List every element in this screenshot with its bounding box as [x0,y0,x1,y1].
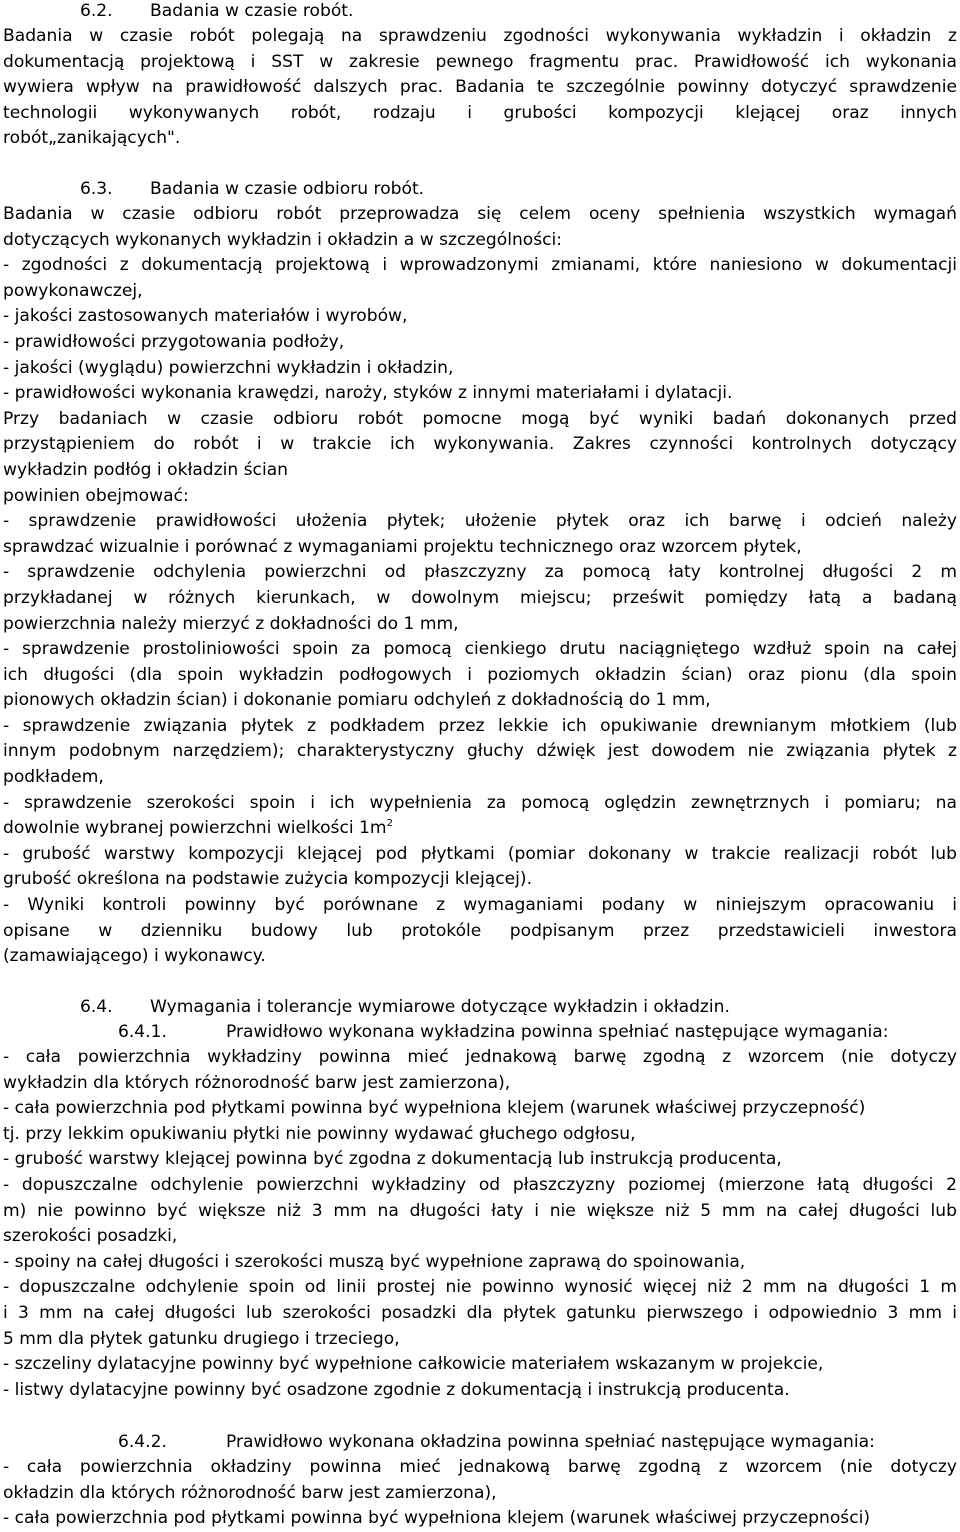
text-line: 5 mm dla płytek gatunku drugiego i trzeciego, [3,1328,400,1349]
text-line: m) nie powinno być większe niż 3 mm na długości łaty i nie większe niż 5 mm na całej długości lub [3,1200,957,1221]
superscript: 2 [386,818,393,830]
text-line: opisane w dzienniku budowy lub protokóle podpisanym przez przedstawicieli inwestora [3,920,957,941]
text-line: podkładem, [3,767,104,788]
text-line: wykładzin podłóg i okładzin ścian [3,459,289,480]
text-line: szerokości posadzki, [3,1226,178,1247]
text-line: dotyczących wykonanych wykładzin i okładzin a w szczególności: [3,229,563,250]
text-line: robót„zanikających". [3,128,181,149]
subsection-6-4-2-body [3,1455,957,1532]
text-line: - zgodności z dokumentacją projektową i wprowadzonymi zmianami, które naniesiono w dokumentacji [3,255,957,276]
section-number: 6.2. [80,1,113,21]
text-line: wywiera wpływ na prawidłowość dalszych prac. Badania te szczególnie powinny dotyczyć sprawdzenie [3,77,957,98]
subsection-title: Prawidłowo wykonana okładzina powinna spełniać następujące wymagania: [226,1432,875,1452]
section-title: Badania w czasie robót. [150,1,354,21]
text-line: dokumentacją projektową i SST w zakresie pewnego fragmentu prac. Prawidłowość ich wykonania [3,51,957,72]
text-line: - sprawdzenie prostoliniowości spoin za pomocą cienkiego drutu naciągniętego wzdłuż spoin na całej [3,639,957,660]
text-line: i 3 mm na całej długości lub szerokości posadzki dla płytek gatunku pierwszego i odpowiednio 3 mm i [3,1302,957,1323]
subsection-number: 6.4.1. [118,1022,167,1042]
subsection-6-4-1-body [3,1045,957,1403]
text-line: - jakości zastosowanych materiałów i wyrobów, [3,306,408,327]
text-line-with-superscript [3,816,957,842]
text-line: sprawdzać wizualnie i porównać z wymaganiami projektu technicznego oraz wzorcem płytek, [3,536,802,557]
text-line: - grubość warstwy klejącej powinna być zgodna z dokumentacją lub instrukcją producenta, [3,1149,782,1170]
text-line: - sprawdzenie szerokości spoin i ich wypełnienia za pomocą oględzin zewnętrznych i pomiaru; na [3,792,957,813]
text-line: powykonawczej, [3,280,143,301]
section-heading-6-2 [80,0,353,25]
text-line: - dopuszczalne odchylenie spoin od linii prostej nie powinno wynosić więcej niż 2 mm na długości 1 m [3,1277,957,1298]
text-line: tj. przy lekkim opukiwaniu płytki nie powinny wydawać głuchego odgłosu, [3,1123,636,1144]
text-line: - prawidłowości wykonania krawędzi, naroży, styków z innymi materiałami i dylatacji. [3,383,733,404]
text-line: powierzchnia należy mierzyć z dokładności do 1 mm, [3,613,459,634]
text-line: - spoiny na całej długości i szerokości muszą być wypełnione zaprawą do spoinowania, [3,1251,746,1272]
text-line: powinien obejmować: [3,485,189,506]
text-line: - sprawdzenie związania płytek z podkładem przez lekkie ich opukiwanie drewnianym młotkiem (lub [3,715,957,736]
section-number: 6.4. [80,997,113,1017]
text-line: - szczeliny dylatacyjne powinny być wypełnione całkowicie materiałem wskazanym w projekcie, [3,1354,824,1375]
subsection-heading-6-4-2 [118,1430,875,1456]
text-line: - cała powierzchnia pod płytkami powinna być wypełniona klejem (warunek właściwej przyczepności) [3,1508,871,1529]
subsection-number: 6.4.2. [118,1432,167,1452]
text-line: innym podobnym narzędziem); charakterystyczny głuchy dźwięk jest dowodem nie związania płytek z [3,741,957,762]
text-line: (zamawiającego) i wykonawcy. [3,946,266,967]
section-6-3-body [3,202,957,970]
text-line: Badania w czasie robót polegają na sprawdzeniu zgodności wykonywania wykładzin i okładzin z [3,26,957,46]
text-line: Badania w czasie odbioru robót przeprowadza się celem oceny spełnienia wszystkich wymagań [3,204,957,224]
subsection-heading-6-4-1 [118,1020,889,1046]
text-line: okładzin dla których różnorodność barw jest zamierzona), [3,1482,497,1503]
text-line: pionowych okładzin ścian) i dokonanie pomiaru odchyleń z dokładnością do 1 mm, [3,690,711,711]
text-line: przykładanej w różnych kierunkach, w dowolnym miejscu; prześwit pomiędzy łatą a badaną [3,587,957,608]
text-segment: dowolnie wybranej powierzchni wielkości 1m [3,818,387,839]
text-line: wykładzin dla których różnorodność barw jest zamierzona), [3,1072,511,1093]
section-title: Badania w czasie odbioru robót. [150,179,425,199]
text-line: - listwy dylatacyjne powinny być osadzone zgodnie z dokumentacją i instrukcją producenta. [3,1379,790,1400]
text-line: - grubość warstwy kompozycji klejącej pod płytkami (pomiar dokonany w trakcie realizacji robót lub [3,843,957,864]
text-line: Przy badaniach w czasie odbioru robót pomocne mogą być wyniki badań dokonanych przed [3,408,957,429]
text-line: technologii wykonywanych robót, rodzaju i grubości kompozycji klejącej oraz innych [3,102,957,123]
text-line: - sprawdzenie prawidłowości ułożenia płytek; ułożenie płytek oraz ich barwę i odcień należy [3,511,957,532]
text-line: - Wyniki kontroli powinny być porównane z wymaganiami podany w niniejszym opracowaniu i [3,895,957,916]
text-line: - cała powierzchnia wykładziny powinna mieć jednakową barwę zgodną z wzorcem (nie dotyczy [3,1047,957,1067]
text-line: przystąpieniem do robót i w trakcie ich wykonywania. Zakres czynności kontrolnych dotyczący [3,434,957,455]
text-line: ich długości (dla spoin wykładzin podłogowych i poziomych okładzin ścian) oraz pionu (dla spoin [3,664,957,685]
text-line: - dopuszczalne odchylenie powierzchni wykładziny od płaszczyzny poziomej (mierzone łatą długości 2 [3,1174,957,1195]
section-heading-6-4 [80,995,730,1021]
text-line: grubość określona na podstawie zużycia kompozycji klejącej). [3,869,533,890]
section-heading-6-3 [80,177,424,203]
text-line: - sprawdzenie odchylenia powierzchni od płaszczyzny za pomocą łaty kontrolnej długości 2 m [3,562,957,583]
text-line: - prawidłowości przygotowania podłoży, [3,331,345,352]
section-number: 6.3. [80,179,113,199]
section-6-2-body [3,24,957,152]
section-title: Wymagania i tolerancje wymiarowe dotyczące wykładzin i okładzin. [150,997,730,1017]
text-line: - cała powierzchnia okładziny powinna mieć jednakową barwę zgodną z wzorcem (nie dotyczy [3,1457,957,1477]
text-line: - jakości (wyglądu) powierzchni wykładzin i okładzin, [3,357,454,378]
text-line: - cała powierzchnia pod płytkami powinna być wypełniona klejem (warunek właściwej przyczepność) [3,1098,866,1119]
subsection-title: Prawidłowo wykonana wykładzina powinna spełniać następujące wymagania: [226,1022,889,1042]
